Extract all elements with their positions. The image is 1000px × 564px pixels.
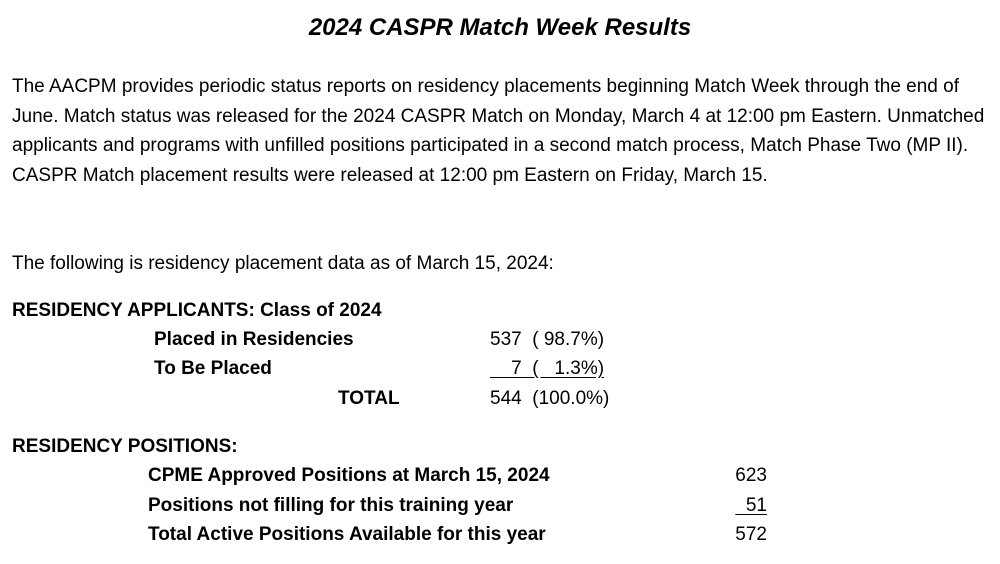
approved-positions-label: CPME Approved Positions at March 15, 2024 — [148, 465, 550, 486]
to-be-placed-value: 7 ( 1.3%) — [490, 358, 605, 379]
total-active-value: 572 — [735, 524, 767, 545]
placed-value: 537 ( 98.7%) — [490, 329, 605, 350]
to-be-placed-label: To Be Placed — [154, 358, 272, 379]
positions-heading: RESIDENCY POSITIONS: — [12, 436, 238, 457]
applicants-heading: RESIDENCY APPLICANTS: Class of 2024 — [12, 300, 382, 321]
applicants-total-value: 544 (100.0%) — [490, 388, 610, 409]
applicants-total-label: TOTAL — [338, 388, 400, 409]
not-filling-value: 51 — [735, 495, 767, 516]
as-of-statement: The following is residency placement data as of March 15, 2024: — [12, 253, 554, 274]
page-title: 2024 CASPR Match Week Results — [308, 14, 692, 41]
intro-paragraph: The AACPM provides periodic status reports on residency placements beginning Match Week through the end of June. Match status was released for the 2024 CASPR Match on Monday, March 4 at 12:00 pm Eastern. Unmatched applicants and programs with unfilled positions participated in a second match process, Match Phase Two (MP II). CASPR Match placement results were released at 12:00 pm Eastern on Friday, March 15. — [12, 76, 985, 186]
not-filling-label: Positions not filling for this training year — [148, 495, 514, 516]
total-active-label: Total Active Positions Available for this year — [148, 524, 546, 545]
placed-label: Placed in Residencies — [154, 329, 354, 350]
approved-positions-value: 623 — [735, 465, 767, 486]
